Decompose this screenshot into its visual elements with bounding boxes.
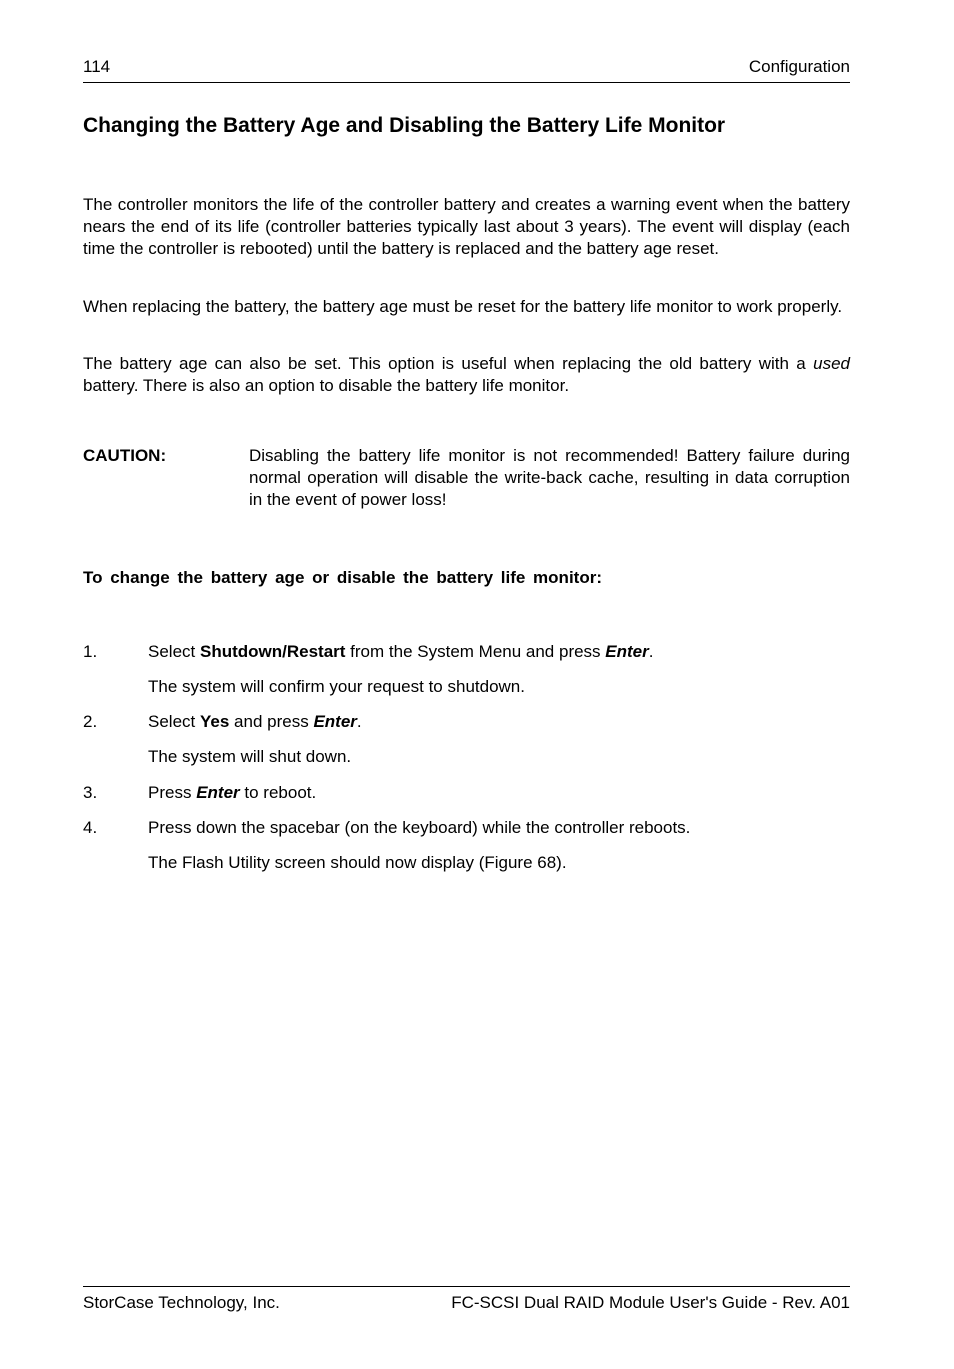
enter-key-label: Enter: [313, 712, 357, 731]
document-title: FC-SCSI Dual RAID Module User's Guide - Rev. A01: [451, 1293, 850, 1312]
step-number: 4.: [83, 818, 98, 837]
step-text-part: and press: [234, 712, 309, 731]
step-text-part: Select: [148, 642, 196, 661]
step-instruction: [148, 782, 850, 804]
enter-key-label: Enter: [605, 642, 649, 661]
step-text-part: .: [648, 642, 654, 661]
caution-label: CAUTION:: [83, 446, 167, 465]
intro-paragraph-2: When replacing the battery, the battery age must be reset for the battery life monitor to work properly.: [83, 297, 843, 316]
step-text-part: .: [356, 712, 362, 731]
intro-paragraph-1: The controller monitors the life of the controller battery and creates a warning event when the battery nears the end of its life (controller batteries typically last about 3 years). The event will display (each time the controller is rebooted) until the battery is replaced and the battery age reset.: [83, 195, 850, 258]
page-footer: [83, 1292, 850, 1314]
intro-paragraph-3-end: battery. There is also an option to disable the battery life monitor.: [83, 376, 570, 395]
caution-text: Disabling the battery life monitor is not recommended! Battery failure during normal operation will disable the write-back cache, resulting in data corruption in the event of power loss!: [249, 446, 850, 509]
section-title: Changing the Battery Age and Disabling the Battery Life Monitor: [83, 114, 726, 137]
step-text-part: Select: [148, 712, 196, 731]
step-instruction: [148, 641, 850, 663]
step-result: The system will confirm your request to shutdown.: [148, 677, 525, 696]
step-text-part: from the System Menu and press: [350, 642, 601, 661]
header-rule: [83, 82, 850, 83]
used-emphasis: used: [813, 354, 850, 373]
menu-option-shutdown-restart: Shutdown/Restart: [199, 642, 346, 661]
step-text-part: Press: [148, 783, 192, 802]
step-number: 3.: [83, 783, 98, 802]
document-page: [83, 0, 850, 1369]
footer-rule: [83, 1286, 850, 1287]
page-number: 114: [83, 57, 111, 76]
step-number: 1.: [83, 642, 98, 661]
step-text-part: to reboot.: [244, 783, 317, 802]
section-name: Configuration: [748, 57, 850, 76]
intro-paragraph-3-start: The battery age can also be set. This option is useful when replacing the old battery with a: [83, 354, 806, 373]
step-instruction: [148, 711, 850, 733]
step-number: 2.: [83, 712, 98, 731]
step-instruction: Press down the spacebar (on the keyboard) while the controller reboots.: [148, 818, 691, 837]
enter-key-label: Enter: [196, 783, 240, 802]
intro-paragraph-3: [83, 353, 850, 397]
step-result: The Flash Utility screen should now display (Figure 68).: [148, 853, 567, 872]
company-name: StorCase Technology, Inc.: [83, 1293, 280, 1312]
page-header: [83, 56, 850, 78]
procedure-heading: To change the battery age or disable the battery life monitor:: [83, 568, 602, 587]
menu-option-yes: Yes: [199, 712, 230, 731]
step-result: The system will shut down.: [148, 747, 352, 766]
